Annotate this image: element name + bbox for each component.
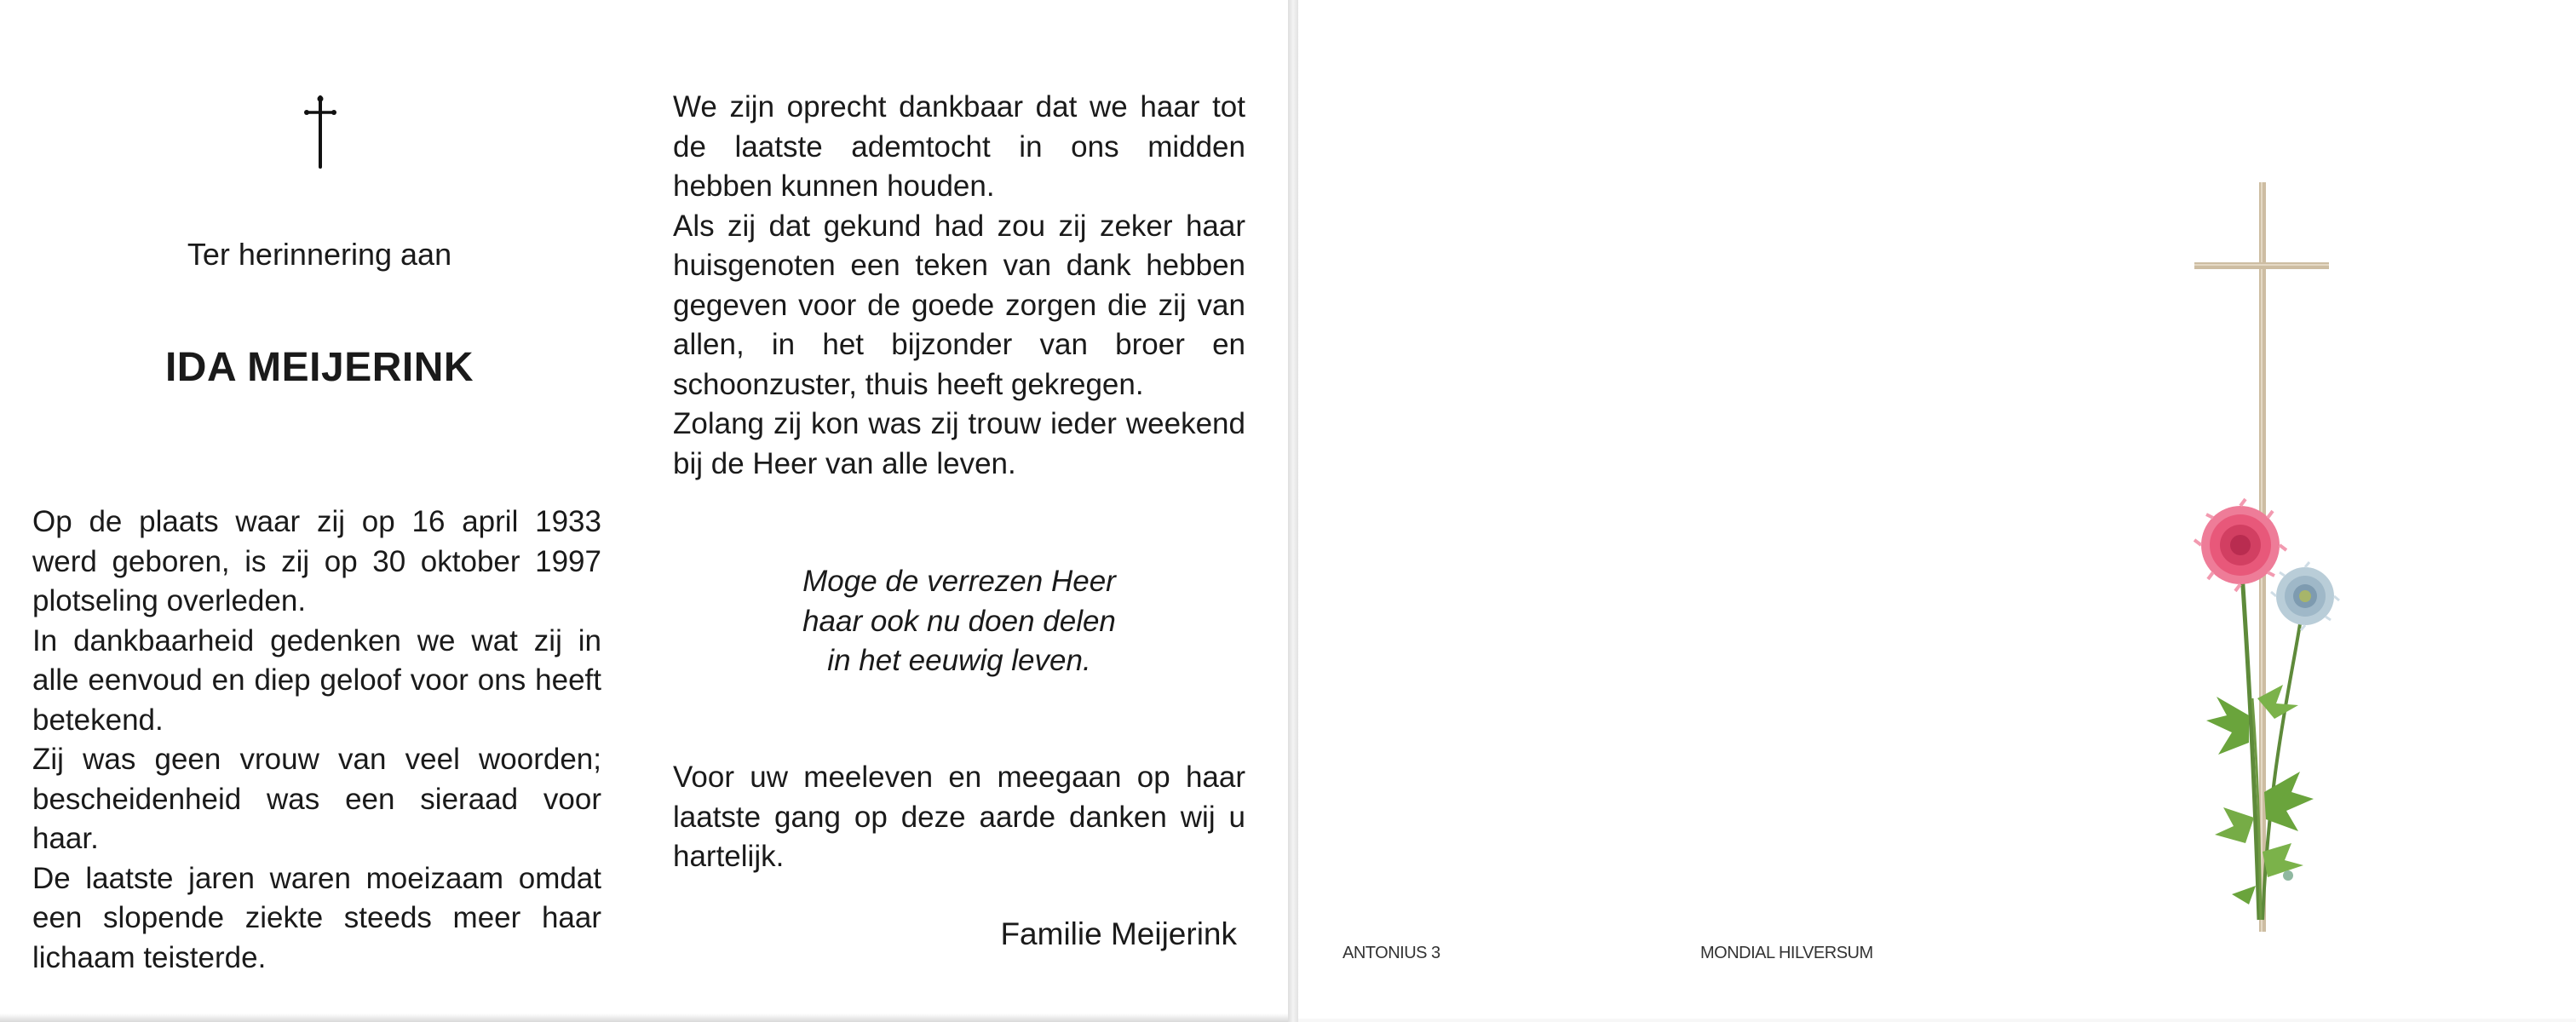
verse-line: haar ook nu doen delen (802, 604, 1116, 638)
gratitude-paragraph: Zolang zij kon was zij trouw ieder weekend bij de Heer van alle leven. (673, 407, 1245, 480)
verse-line: Moge de verrezen Heer (802, 565, 1116, 598)
card-bottom-edge (0, 1013, 1288, 1022)
biography-paragraph: Zij was geen vrouw van veel woorden; bescheidenheid was een sieraad voor haar. (32, 743, 601, 855)
thanks-text: Voor uw meeleven en meegaan op haar laatste gang op deze aarde danken wij u hartelijk. (673, 761, 1245, 873)
model-imprint: ANTONIUS 3 (1343, 944, 1440, 962)
latin-cross-icon (296, 94, 344, 170)
card-fold (1288, 0, 1298, 1022)
back-panel (1298, 0, 1934, 1019)
biography-paragraph: De laatste jaren waren moeizaam omdat een slopende ziekte steeds meer haar lichaam teisterde. (32, 861, 601, 974)
prayer-verse (673, 562, 1245, 681)
inner-left-panel (0, 0, 647, 1019)
family-signature: Familie Meijerink (1000, 916, 1237, 951)
printer-imprint: MONDIAL HILVERSUM (1700, 944, 1873, 962)
gratitude-paragraph: We zijn oprecht dankbaar dat we haar tot de laatste ademtocht in ons midden hebben kunnen houden. (673, 90, 1245, 203)
biography-paragraph: Op de plaats waar zij op 16 april 1933 werd geboren, is zij op 30 oktober 1997 plotseling overleden. (32, 505, 601, 617)
cross-with-flowers-illustration (2164, 170, 2368, 954)
biography-paragraph: In dankbaarheid gedenken we wat zij in alle eenvoud en diep geloof voor ons heeft betekend. (32, 623, 601, 737)
gratitude-text (673, 88, 1245, 484)
gratitude-paragraph: Als zij dat gekund had zou zij zeker haar huisgenoten een teken van dank hebben gegeven voor de goede zorgen die zij van allen, in het bijzonder van broer en schoonzuster, thuis heeft gekregen. (673, 209, 1245, 401)
biography-text (32, 502, 601, 978)
verse-line: in het eeuwig leven. (827, 644, 1091, 677)
deceased-name: IDA MEIJERINK (164, 345, 474, 390)
remembrance-label: Ter herinnering aan (187, 237, 452, 272)
